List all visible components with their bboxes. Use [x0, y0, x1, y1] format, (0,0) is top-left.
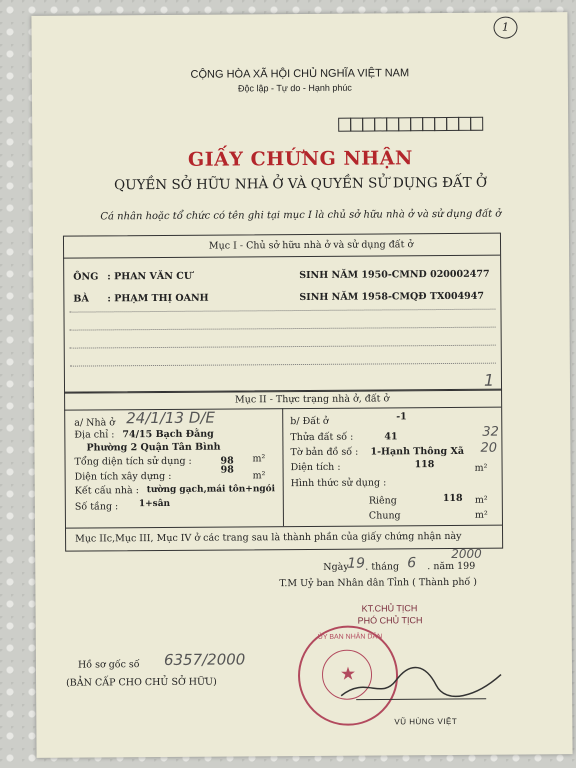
shared-unit: m²	[474, 509, 488, 521]
owner-1-name: : PHAN VĂN CƯ	[107, 270, 193, 283]
use-form-label: Hình thức sử dụng :	[290, 477, 387, 490]
lot-handwritten: 32	[482, 424, 499, 440]
shared-label: Chung	[368, 510, 401, 522]
house-handwritten-note: 24/1/13 D/E	[126, 408, 215, 428]
page-title: GIẤY CHỨNG NHẬN	[187, 147, 413, 171]
serial-number-boxes	[338, 117, 482, 132]
certificate-document	[31, 12, 572, 758]
official-red-stamp: ★ ỦY BAN NHÂN DÂN	[298, 625, 399, 726]
signer-role-1: KT.CHỦ TỊCH	[361, 603, 418, 614]
address-line-1: 74/15 Bạch Đằng	[122, 428, 214, 441]
map-sheet-value: 1-Hạnh Thông Xã	[370, 445, 465, 458]
signer-name: VŨ HÙNG VIỆT	[394, 716, 458, 727]
record-label: Hồ sơ gốc số	[77, 659, 140, 671]
built-area-unit: m²	[252, 470, 266, 482]
usable-area-value: 98	[220, 455, 234, 467]
floors-value: 1+sân	[138, 498, 171, 510]
section-1-heading: Mục I - Chủ sở hữu nhà ở và sử dụng đất ở	[208, 239, 414, 252]
motto: Độc lập - Tự do - Hạnh phúc	[237, 82, 352, 94]
handwritten-signature	[336, 655, 506, 706]
lot-value: 41	[384, 431, 398, 443]
map-sheet-label: Tờ bản đồ số :	[290, 446, 359, 459]
usable-area-label: Tổng diện tích sử dụng :	[74, 455, 192, 468]
month-prefix: . tháng	[365, 561, 400, 573]
owner-2-title: BÀ	[73, 293, 89, 305]
land-area-label: Diện tích :	[290, 461, 341, 474]
year-prefix: . năm 199	[427, 560, 476, 573]
built-area-label: Diện tích xây dựng :	[74, 470, 172, 483]
address-label: Địa chỉ :	[74, 429, 115, 441]
private-value: 118	[442, 492, 463, 505]
section-note: Mục IIc,Mục III, Mục IV ở các trang sau là thành phần của giấy chứng nhận này	[75, 530, 462, 545]
owner-2-info: SINH NĂM 1958-CMQĐ TX004947	[299, 290, 485, 304]
private-label: Riêng	[368, 495, 397, 507]
usable-area-unit: m²	[252, 453, 266, 465]
structure-label: Kết cấu nhà :	[74, 485, 139, 497]
section-2-heading: Mục II - Thực trạng nhà ở, đất ở	[234, 393, 390, 406]
address-line-2: Phường 2 Quận Tân Bình	[86, 441, 221, 454]
structure-value: tường gạch,mái tôn+ngói	[146, 484, 276, 496]
issuing-authority: T.M Uỷ ban Nhân dân Tỉnh ( Thành phố )	[279, 576, 477, 590]
record-number: 6357/2000	[163, 650, 246, 669]
built-area-value: 98	[220, 464, 234, 476]
owner-2-name: : PHẠM THỊ OANH	[107, 292, 209, 305]
land-area-unit: m²	[474, 462, 488, 474]
page-number: 1	[493, 16, 517, 38]
floors-label: Số tầng :	[74, 501, 119, 513]
margin-note: 1	[483, 370, 495, 390]
intro-text: Cá nhân hoặc tổ chức có tên ghi tại mục I là chủ sở hữu nhà ở và sử dụng đất ở	[100, 208, 502, 223]
private-unit: m²	[474, 494, 488, 506]
owner-1-info: SINH NĂM 1950-CMND 020002477	[299, 268, 490, 282]
page-subtitle: QUYỀN SỞ HỮU NHÀ Ở VÀ QUYỀN SỬ DỤNG ĐẤT Ở	[114, 174, 488, 194]
land-label: b/ Đất ở	[290, 415, 329, 428]
country-heading: CỘNG HÒA XÃ HỘI CHỦ NGHĨA VIỆT NAM	[190, 67, 410, 81]
land-label-value: -1	[396, 411, 407, 423]
owner-1-title: ÔNG	[73, 271, 99, 283]
house-label: a/ Nhà ở	[74, 417, 116, 429]
date-prefix: Ngày	[323, 561, 349, 573]
lot-label: Thửa đất số :	[290, 431, 354, 444]
copy-note: (BẢN CẤP CHO CHỦ SỞ HỮU)	[66, 676, 217, 689]
map-sheet-handwritten: 20	[480, 440, 498, 456]
signer-role-2: PHÓ CHỦ TỊCH	[357, 615, 423, 626]
year-handwritten: 2000	[451, 546, 482, 561]
date-day: 19	[347, 555, 366, 572]
date-month: 6	[407, 555, 417, 572]
land-area-value: 118	[414, 459, 435, 471]
